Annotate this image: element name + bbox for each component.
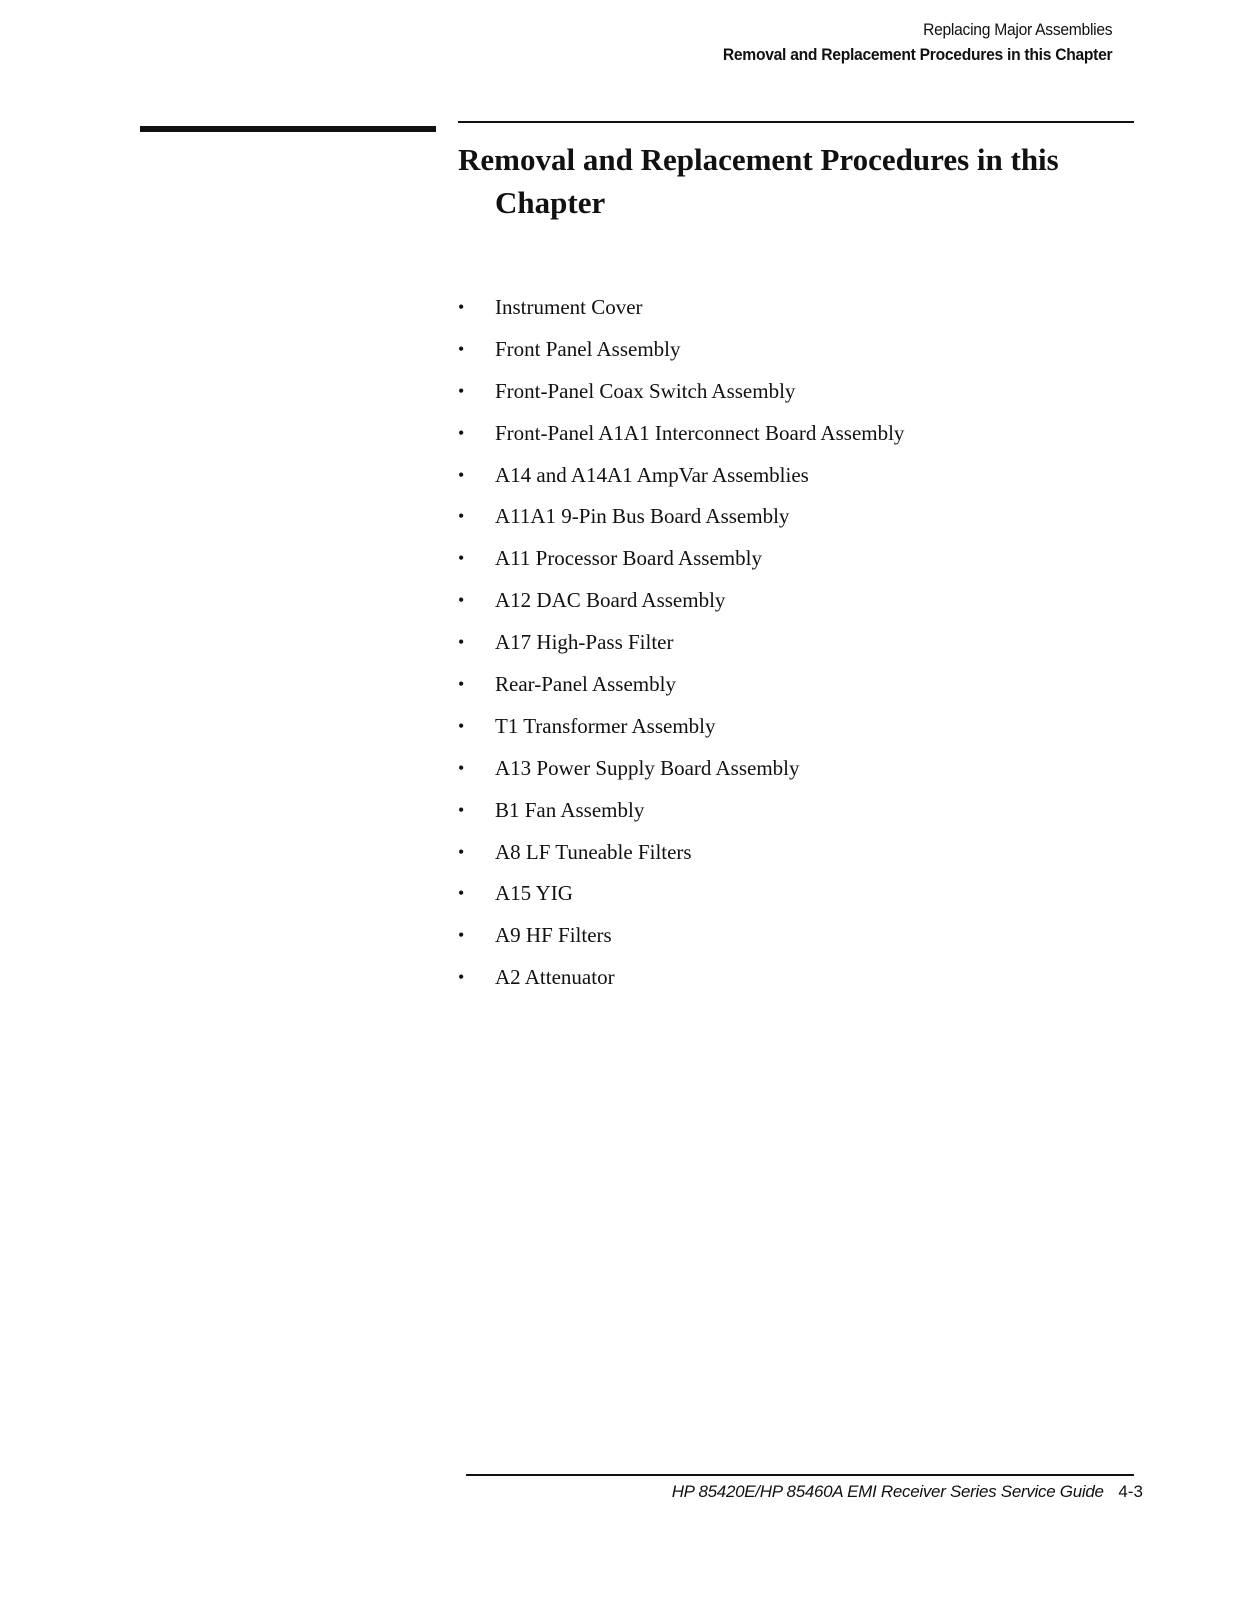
chapter-thick-rule — [140, 126, 436, 132]
list-item-label: T1 Transformer Assembly — [495, 713, 716, 738]
footer-page-number: 4-3 — [1118, 1482, 1143, 1501]
list-item-label: A11 Processor Board Assembly — [495, 546, 762, 571]
list-item-label: Front-Panel A1A1 Interconnect Board Assembly — [495, 420, 905, 445]
list-item-label: A17 High-Pass Filter — [495, 630, 674, 655]
list-item-label: A11A1 9-Pin Bus Board Assembly — [495, 504, 790, 529]
list-item-label: A15 YIG — [495, 881, 573, 906]
list-item-label: Front Panel Assembly — [495, 336, 681, 361]
bullet-icon: • — [458, 883, 465, 904]
list-item-label: Rear-Panel Assembly — [495, 672, 676, 697]
page-title-line1: Removal and Replacement Procedures in this — [458, 142, 1059, 177]
footer-rule — [466, 1474, 1134, 1476]
list-item-label: B1 Fan Assembly — [495, 797, 645, 822]
bullet-icon: • — [458, 338, 465, 359]
list-item-label: A8 LF Tuneable Filters — [495, 839, 692, 864]
bullet-icon: • — [458, 422, 465, 443]
list-item-label: Instrument Cover — [495, 295, 643, 319]
footer-guide-title: HP 85420E/HP 85460A EMI Receiver Series Service Guide — [671, 1482, 1104, 1501]
list-item-label: A12 DAC Board Assembly — [495, 588, 726, 613]
page-title — [458, 138, 1138, 224]
bullet-icon: • — [458, 506, 465, 527]
bullet-icon: • — [458, 757, 465, 778]
bullet-icon: • — [458, 297, 465, 317]
running-header — [689, 18, 1112, 68]
bullet-icon: • — [458, 799, 465, 820]
bullet-icon: • — [458, 590, 465, 611]
bullet-icon: • — [458, 715, 465, 736]
list-item-label: A2 Attenuator — [495, 965, 615, 990]
title-rule — [458, 121, 1134, 123]
page-footer — [672, 1482, 1143, 1502]
bullet-icon: • — [458, 674, 465, 695]
bullet-icon: • — [458, 464, 465, 485]
bullet-icon: • — [458, 548, 465, 569]
bullet-icon: • — [458, 925, 465, 946]
list-item-label: Front-Panel Coax Switch Assembly — [495, 378, 796, 403]
page-title-line2: Chapter — [495, 185, 606, 220]
list-item-label: A9 HF Filters — [495, 923, 612, 948]
bullet-icon: • — [458, 967, 465, 988]
bullet-icon: • — [458, 841, 465, 862]
running-header-chapter: Replacing Major Assemblies — [922, 20, 1112, 39]
list-item-label: A13 Power Supply Board Assembly — [495, 755, 800, 780]
running-header-section: Removal and Replacement Procedures in this Chapter — [722, 45, 1112, 64]
bullet-icon: • — [458, 380, 465, 401]
list-item-label: A14 and A14A1 AmpVar Assemblies — [495, 462, 809, 487]
bullet-icon: • — [458, 632, 465, 653]
